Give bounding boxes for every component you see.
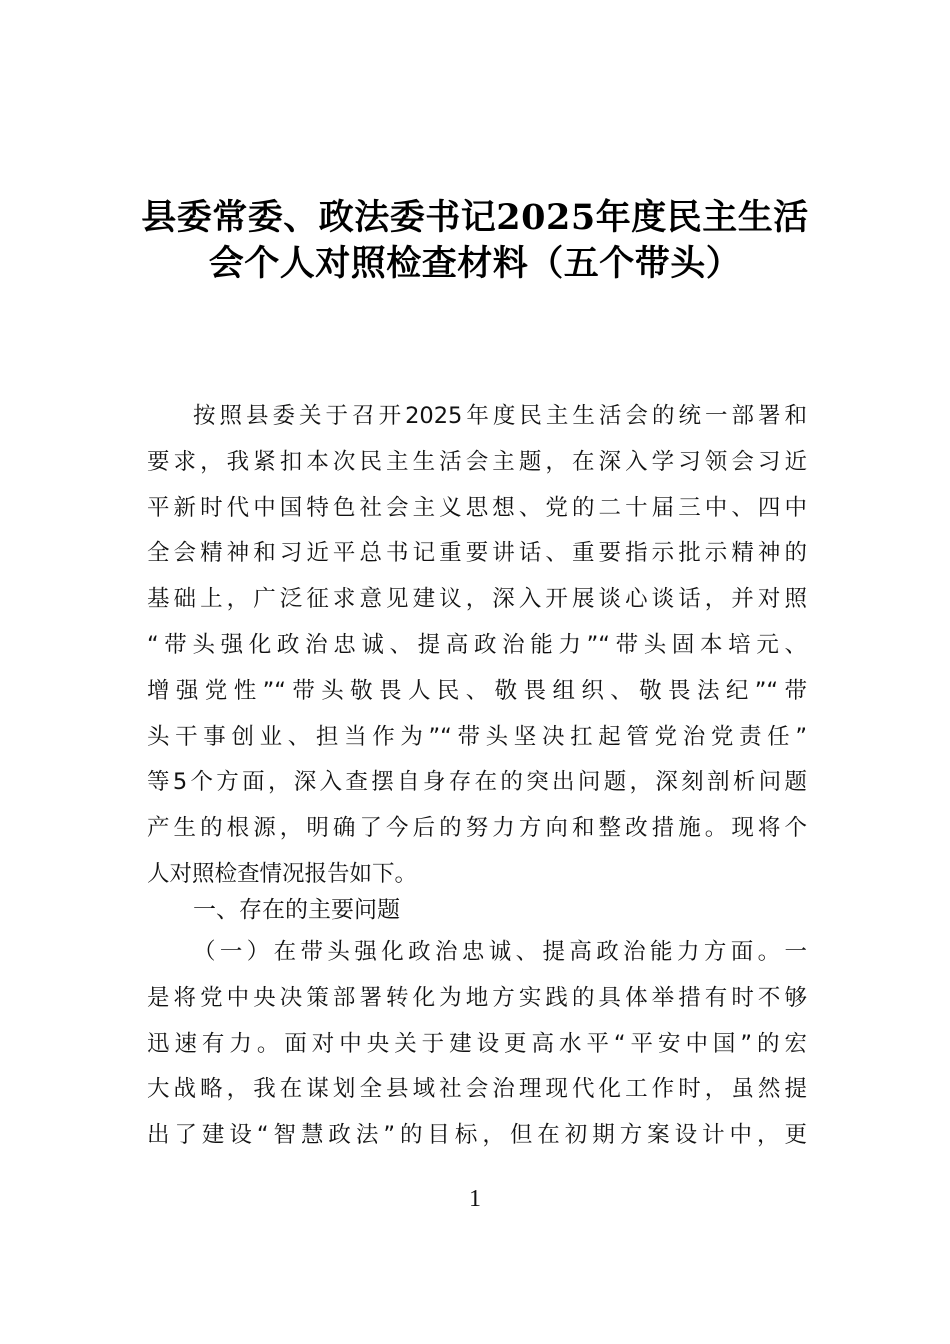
paragraph-line: 出了建设“智慧政法”的目标，但在初期方案设计中，更 — [147, 1122, 807, 1149]
paragraph-line: 全会精神和习近平总书记重要讲话、重要指示批示精神的 — [147, 540, 807, 567]
paragraph-line: 按照县委关于召开2025年度民主生活会的统一部署和 — [193, 403, 807, 429]
paragraph-line: 平新时代中国特色社会主义思想、党的二十届三中、四中 — [147, 494, 807, 521]
intro-paragraph — [147, 394, 807, 898]
paragraph-line: 要求，我紧扣本次民主生活会主题，在深入学习领会习近 — [147, 448, 807, 475]
paragraph-line: “带头强化政治忠诚、提高政治能力”“带头固本培元、 — [147, 631, 807, 658]
section-heading: 一、存在的主要问题 — [193, 897, 400, 923]
section-paragraph — [147, 930, 807, 1159]
document-title-line-2: 会个人对照检查材料（五个带头） — [208, 243, 742, 284]
paragraph-line: 大战略，我在谋划全县域社会治理现代化工作时，虽然提 — [147, 1076, 807, 1103]
paragraph-line: 基础上，广泛征求意见建议，深入开展谈心谈话，并对照 — [147, 586, 807, 613]
paragraph-line: （一）在带头强化政治忠诚、提高政治能力方面。一 — [193, 939, 807, 965]
paragraph-line: 是将党中央决策部署转化为地方实践的具体举措有时不够 — [147, 984, 807, 1011]
page-number: 1 — [469, 1186, 481, 1212]
paragraph-line: 人对照检查情况报告如下。 — [147, 860, 418, 887]
paragraph-line: 等5个方面，深入查摆自身存在的突出问题，深刻剖析问题 — [147, 769, 807, 796]
paragraph-line: 产生的根源，明确了今后的努力方向和整改措施。现将个 — [147, 815, 807, 842]
paragraph-line: 增强党性”“带头敬畏人民、敬畏组织、敬畏法纪”“带 — [147, 677, 807, 704]
document-title-line-1: 县委常委、政法委书记2025年度民主生活 — [141, 197, 809, 238]
paragraph-line: 迅速有力。面对中央关于建设更高水平“平安中国”的宏 — [147, 1030, 807, 1057]
paragraph-line: 头干事创业、担当作为”“带头坚决扛起管党治党责任” — [147, 723, 807, 750]
